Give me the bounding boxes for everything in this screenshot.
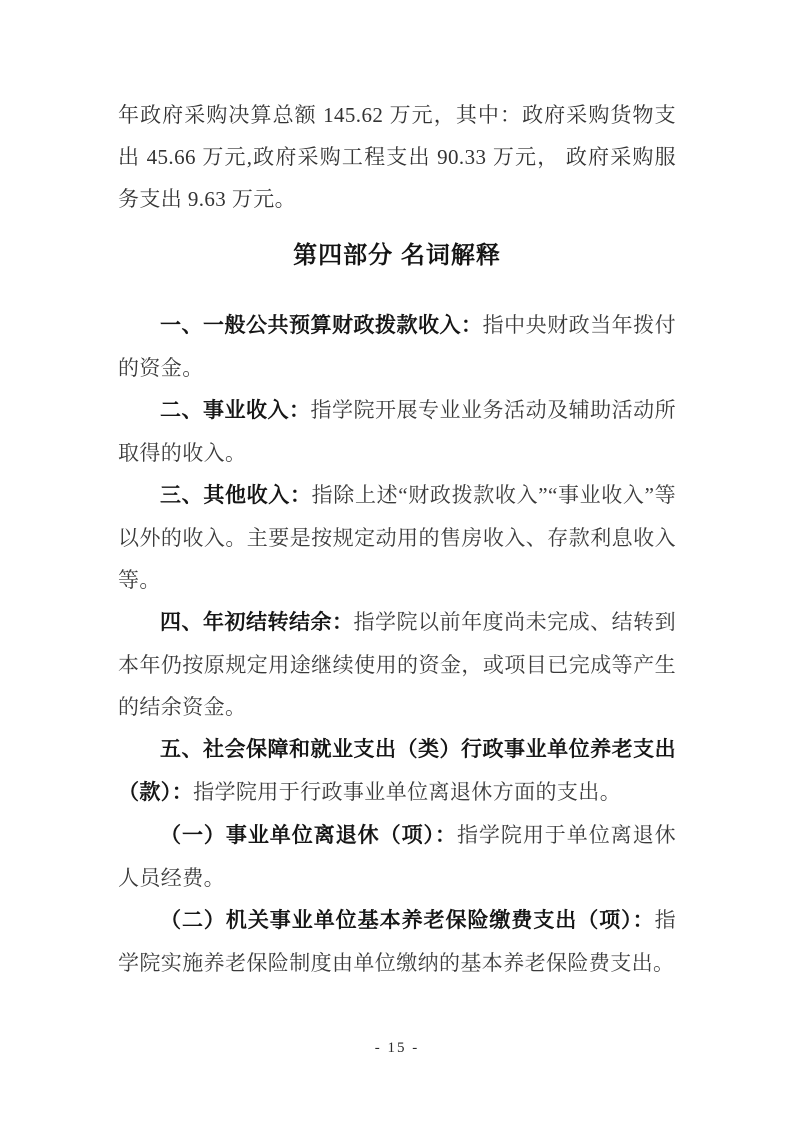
term-label: 一、一般公共预算财政拨款收入：: [160, 314, 483, 337]
term-item-4: [118, 601, 676, 728]
term-label: （二）机关事业单位基本养老保险缴费支出（项）：: [160, 909, 655, 932]
term-label: 三、其他收入：: [160, 484, 312, 507]
section-title: 第四部分 名词解释: [293, 242, 501, 269]
document-body: [118, 94, 676, 984]
page-number: - 15 -: [374, 1040, 420, 1056]
term-item-1: [118, 304, 676, 389]
intro-paragraph: 年政府采购决算总额 145.62 万元，其中：政府采购货物支出 45.66 万元,政府采购工程支出 90.33 万元， 政府采购服务支出 9.63 万元。: [118, 103, 676, 211]
term-label: 二、事业收入：: [160, 399, 311, 422]
term-definition: 指除上述“财政拨款收入”“事业收入”等以外的收入。主要是按规定动用的售房收入、存款利息收入等。: [118, 483, 676, 592]
term-label: 四、年初结转结余：: [160, 611, 354, 634]
term-item-6: [118, 814, 676, 899]
term-label: 五、社会保障和就业支出（类）行政事业单位养老支出（款）：: [118, 738, 676, 804]
term-definition: 指学院用于行政事业单位离退休方面的支出。: [193, 780, 622, 804]
term-item-2: [118, 389, 676, 474]
term-item-7: [118, 899, 676, 984]
term-item-5: [118, 728, 676, 814]
term-definition: 指学院用于单位离退休人员经费。: [118, 823, 676, 890]
term-definition: 指中央财政当年拨付的资金。: [118, 313, 676, 380]
term-item-3: [118, 474, 676, 601]
term-definition: 指学院开展专业业务活动及辅助活动所取得的收入。: [118, 398, 676, 465]
term-definition: 指学院实施养老保险制度由单位缴纳的基本养老保险费支出。: [118, 908, 676, 975]
term-definition: 指学院以前年度尚未完成、结转到本年仍按原规定用途继续使用的资金，或项目已完成等产生的结余资金。: [118, 610, 677, 719]
term-label: （一）事业单位离退休（项）：: [160, 824, 457, 847]
